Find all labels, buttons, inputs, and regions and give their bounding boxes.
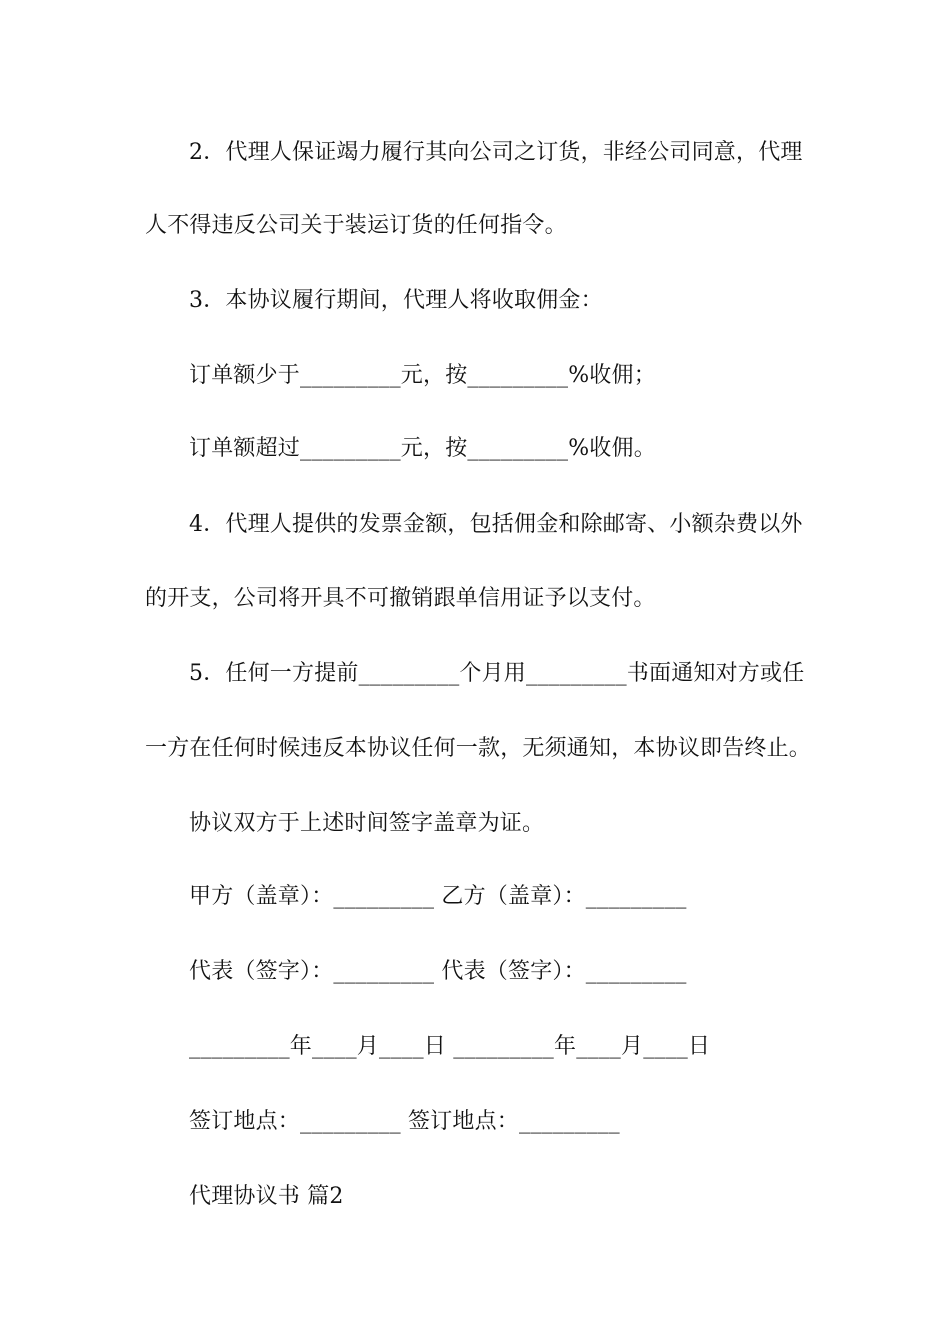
clause-2-line-1: 2．代理人保证竭力履行其向公司之订货，非经公司同意，代理 xyxy=(189,140,803,165)
commission-tier-1: 订单额少于_________元，按_________%收佣； xyxy=(189,363,656,388)
representative-signature-line: 代表（签字）：_________ 代表（签字）：_________ xyxy=(189,959,687,984)
commission-tier-2: 订单额超过_________元，按_________%收佣。 xyxy=(189,436,656,461)
clause-3-heading: 3．本协议履行期间，代理人将收取佣金： xyxy=(189,288,603,313)
witness-statement: 协议双方于上述时间签字盖章为证。 xyxy=(189,811,545,836)
section-heading-part-2: 代理协议书 篇2 xyxy=(189,1184,344,1209)
clause-2-line-2: 人不得违反公司关于装运订货的任何指令。 xyxy=(145,213,567,238)
clause-4-line-2: 的开支，公司将开具不可撤销跟单信用证予以支付。 xyxy=(145,586,656,611)
clause-5-line-2: 一方在任何时候违反本协议任何一款，无须通知，本协议即告终止。 xyxy=(145,736,812,761)
date-line: _________年____月____日 _________年____月____日 xyxy=(189,1034,711,1059)
party-seal-line: 甲方（盖章）：_________ 乙方（盖章）：_________ xyxy=(189,884,687,909)
clause-4-line-1: 4．代理人提供的发票金额，包括佣金和除邮寄、小额杂费以外 xyxy=(189,512,803,537)
signing-place-line: 签订地点：_________ 签订地点：_________ xyxy=(189,1109,620,1134)
clause-5-line-1: 5．任何一方提前_________个月用_________书面通知对方或任 xyxy=(189,661,805,686)
